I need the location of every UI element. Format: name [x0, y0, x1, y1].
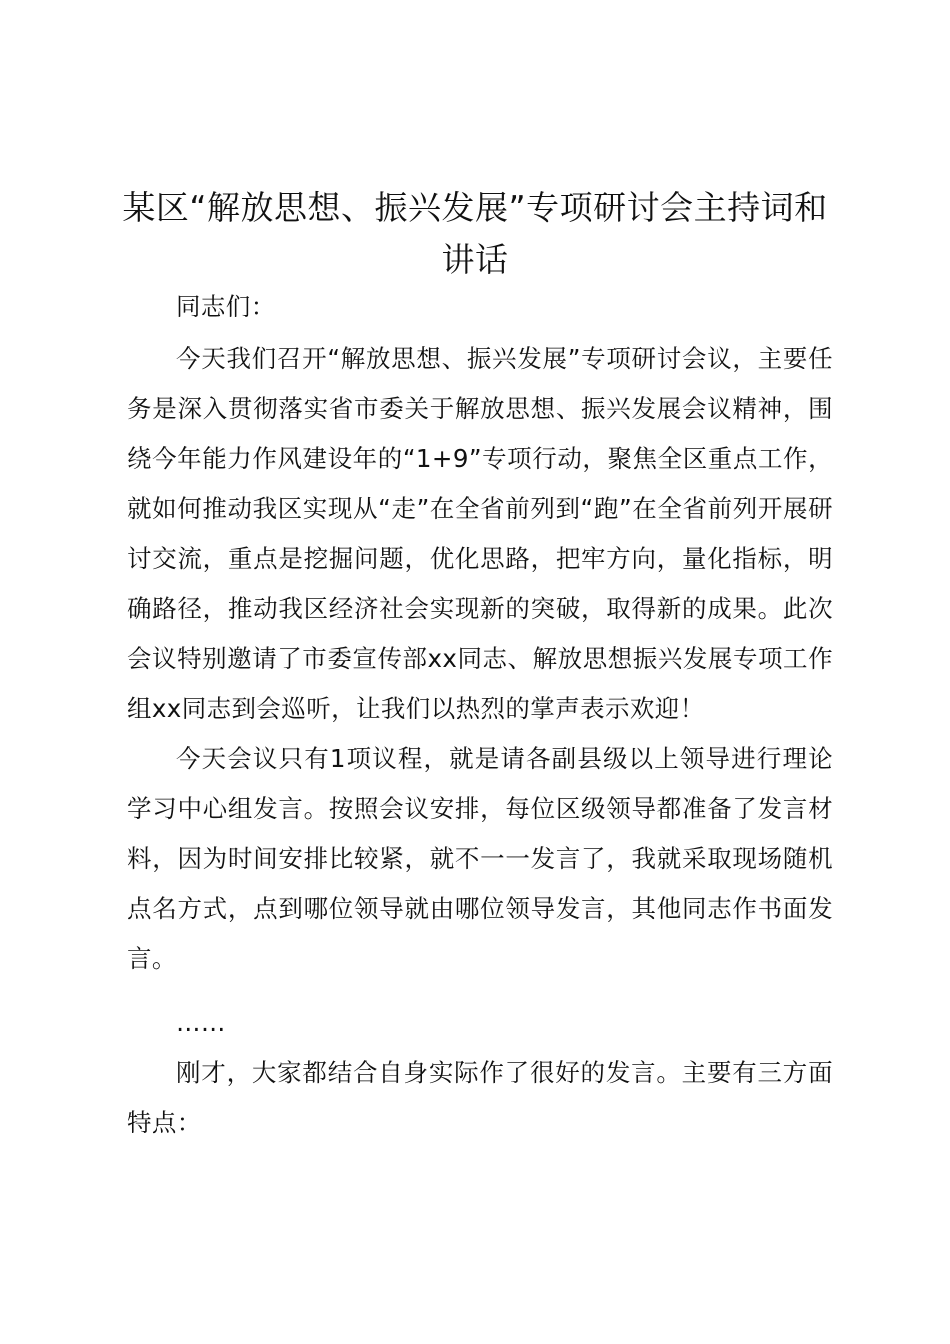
ellipsis-paragraph: ……	[176, 1008, 226, 1037]
agenda-paragraph: 今天会议只有1项议程，就是请各副县级以上领导进行理论学习中心组发言。按照会议安排，每位区级领导都准备了发言材料，因为时间安排比较紧，就不一一发言了，我就采取现场随机点名方式，点到哪位领导就由哪位领导发言，其他同志作书面发言。	[127, 744, 833, 973]
salutation-paragraph: 同志们：	[176, 292, 276, 321]
summary-paragraph: 刚才，大家都结合自身实际作了很好的发言。主要有三方面特点：	[127, 1058, 833, 1137]
opening-paragraph: 今天我们召开“解放思想、振兴发展”专项研讨会议，主要任务是深入贯彻落实省市委关于解放思想、振兴发展会议精神，围绕今年能力作风建设年的“1+9”专项行动，聚焦全区重点工作，就如何推动我区实现从“走”在全省前列到“跑”在全省前列开展研讨交流，重点是挖掘问题，优化思路，把牢方向，量化指标，明确路径，推动我区经济社会实现新的突破，取得新的成果。此次会议特别邀请了市委宣传部xx同志、解放思想振兴发展专项工作组xx同志到会巡听，让我们以热烈的掌声表示欢迎！	[127, 344, 833, 723]
document-title: 某区“解放思想、振兴发展”专项研讨会主持词和讲话	[122, 188, 828, 279]
document-body	[127, 282, 833, 1148]
